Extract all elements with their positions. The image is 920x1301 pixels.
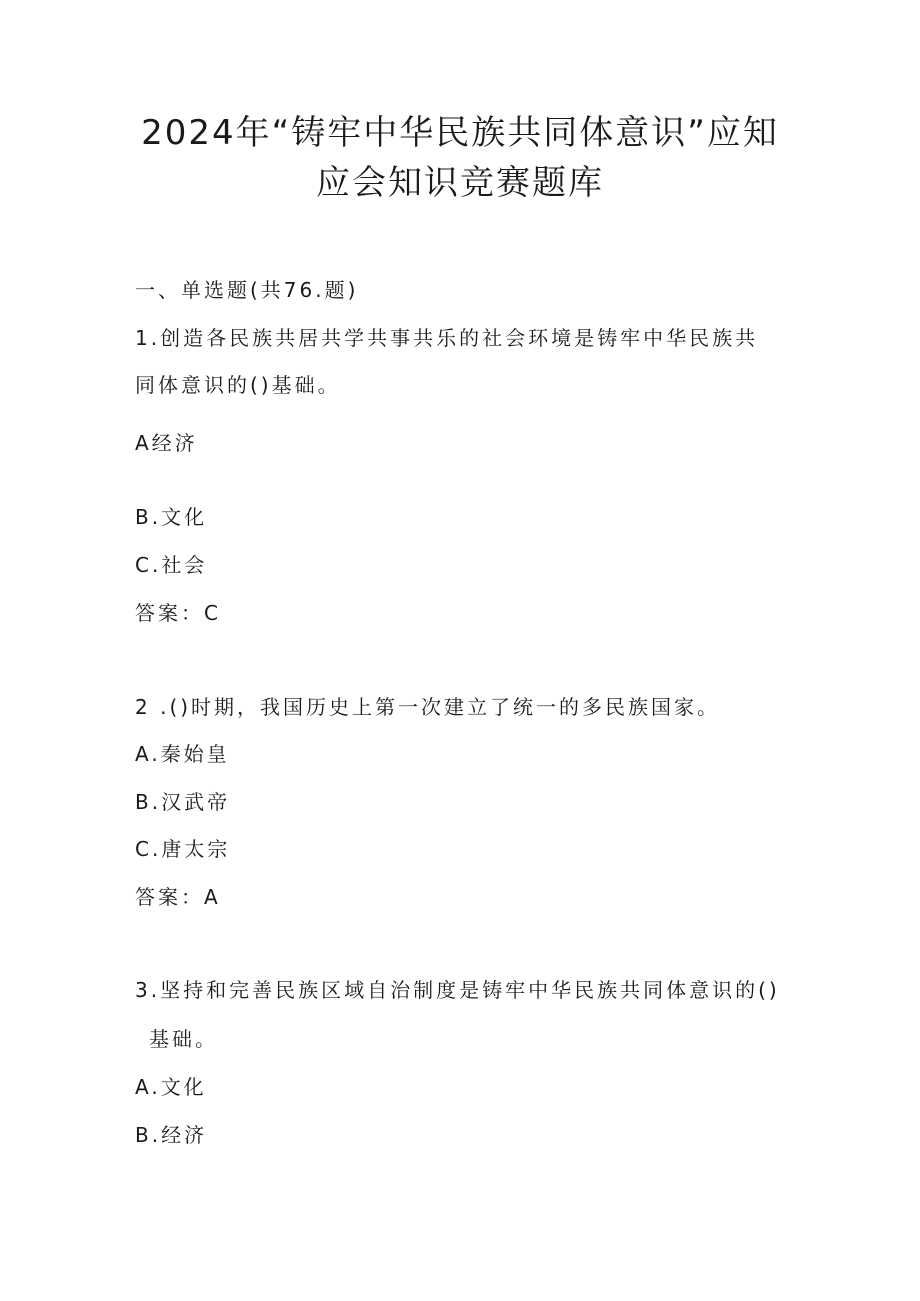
question-2-answer: 答案：A bbox=[135, 885, 221, 909]
question-2-option-a: A.秦始皇 bbox=[135, 742, 230, 766]
question-1-stem-line-2: 同体意识的()基础。 bbox=[135, 373, 341, 397]
question-1-option-b: B.文化 bbox=[135, 505, 208, 529]
question-3-stem-line-2: 基础。 bbox=[149, 1027, 218, 1051]
question-1-option-a: A经济 bbox=[135, 431, 198, 455]
question-1-option-c: C.社会 bbox=[135, 553, 208, 577]
question-2-option-b: B.汉武帝 bbox=[135, 790, 231, 814]
question-2-stem-line-1: 2 .()时期，我国历史上第一次建立了统一的多民族国家。 bbox=[135, 695, 721, 719]
document-title-line-2: 应会知识竞赛题库 bbox=[316, 163, 604, 203]
question-3-option-a: A.文化 bbox=[135, 1075, 207, 1099]
question-3-option-b: B.经济 bbox=[135, 1123, 208, 1147]
document-title-line-1: 2024年“铸牢中华民族共同体意识”应知 bbox=[141, 113, 779, 153]
question-1-answer: 答案：C bbox=[135, 601, 221, 625]
question-1-stem-line-1: 1.创造各民族共居共学共事共乐的社会环境是铸牢中华民族共 bbox=[135, 326, 759, 350]
question-3-stem-line-1: 3.坚持和完善民族区域自治制度是铸牢中华民族共同体意识的() bbox=[135, 978, 780, 1002]
section-heading: 一、单选题(共76.题) bbox=[135, 278, 359, 302]
question-2-option-c: C.唐太宗 bbox=[135, 837, 231, 861]
